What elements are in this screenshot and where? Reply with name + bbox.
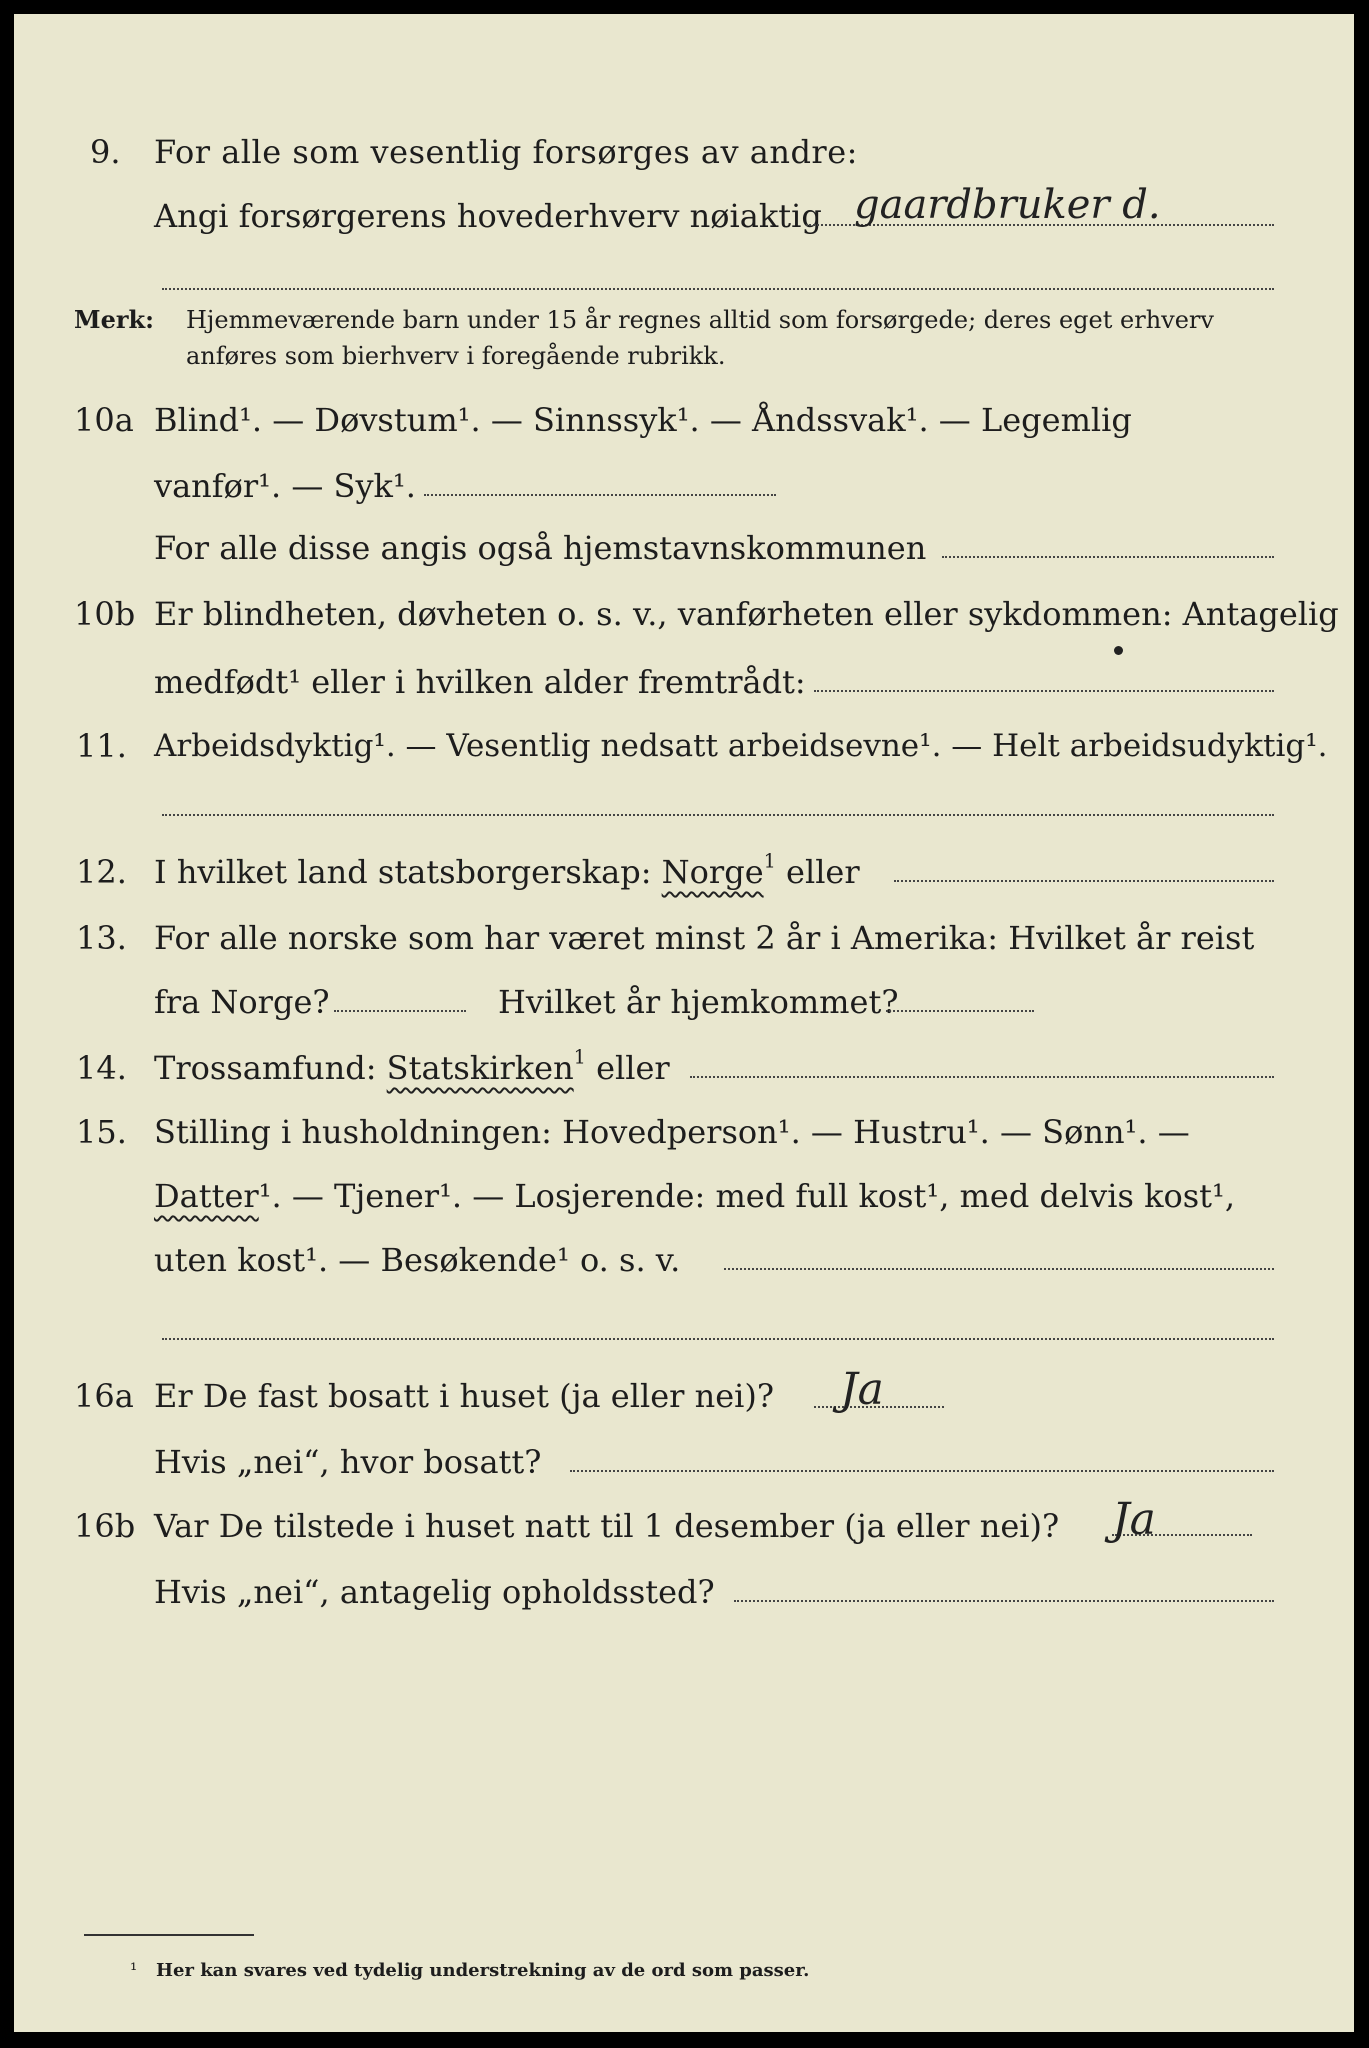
q15-line1: Stilling i husholdningen: Hovedperson¹. — Hustru¹. — Sønn¹. — [154, 1113, 1190, 1151]
q10a-hjemstavn-line [942, 556, 1274, 558]
q12-prefix: I hvilket land statsborgerskap: [154, 853, 652, 891]
q11-number: 11. [76, 727, 127, 765]
q16b-opholdssted-line [734, 1600, 1274, 1602]
q15-line2 [154, 1176, 1235, 1216]
q15-blank-line [162, 1338, 1274, 1340]
q11-line1: Arbeidsdyktig¹. — Vesentlig nedsatt arbeidsevne¹. — Helt arbeidsudyktig¹. [154, 728, 1328, 764]
q14-answer-line [690, 1076, 1274, 1078]
q10a-number: 10a [74, 401, 134, 439]
q16b-line2: Hvis „nei“, antagelig opholdssted? [154, 1573, 715, 1611]
q15-line3: uten kost¹. — Besøkende¹ o. s. v. [154, 1241, 681, 1279]
q10b-line1: Er blindheten, døvheten o. s. v., vanførheten eller sykdommen: Antagelig [154, 595, 1339, 633]
q13-line2b: Hvilket år hjemkommet? [498, 983, 899, 1021]
q16b-handwritten-answer: Ja [1112, 1494, 1156, 1545]
q13-reist-line [334, 1010, 466, 1012]
q10a-line3: For alle disse angis også hjemstavnskommunen [154, 529, 927, 567]
q15-number: 15. [76, 1113, 127, 1151]
q10b-number: 10b [74, 595, 136, 633]
q9-handwritten-answer: gaardbruker d. [854, 182, 1161, 228]
q15-line2-rest: ¹. — Tjener¹. — Losjerende: med full kost¹, med delvis kost¹, [258, 1177, 1236, 1215]
q13-line1: For alle norske som har været minst 2 år i Amerika: Hvilket år reist [154, 919, 1255, 957]
q9-blank-line [162, 288, 1274, 290]
q14-suffix: eller [596, 1049, 670, 1087]
q16a-bosatt-line [570, 1470, 1274, 1472]
q9-number: 9. [90, 133, 121, 171]
q15-answer-line [724, 1268, 1274, 1270]
q9-line2: Angi forsørgerens hovederhverv nøiaktig [154, 197, 822, 235]
q13-hjemkommet-line [886, 1010, 1034, 1012]
merk-line1: Hjemmeværende barn under 15 år regnes alltid som forsørgede; deres eget erhverv [186, 306, 1214, 334]
q10a-line2: vanfør¹. — Syk¹. [154, 467, 416, 505]
q14-line: Trossamfund: Statskirken$^1$ eller [154, 1045, 670, 1087]
q10a-syk-line [424, 494, 776, 496]
q10b-line2: medfødt¹ eller i hvilken alder fremtrådt: [154, 663, 806, 701]
q9-line1: For alle som vesentlig forsørges av andre: [154, 133, 858, 171]
ink-dot [1114, 646, 1123, 655]
q14-marked-option: Statskirken [386, 1049, 574, 1087]
q12-line: I hvilket land statsborgerskap: Norge$^1$ eller [154, 849, 860, 891]
q10b-answer-line [814, 690, 1274, 692]
q12-suffix: eller [786, 853, 860, 891]
q13-line2a: fra Norge? [154, 983, 330, 1021]
q11-blank-line [162, 814, 1274, 816]
q16b-line1: Var De tilstede i huset natt til 1 desember (ja eller nei)? [154, 1507, 1060, 1545]
footnote-marker: ¹ [130, 1960, 138, 1981]
q12-answer-line [894, 880, 1274, 882]
q13-number: 13. [76, 919, 127, 957]
merk-label: Merk: [74, 305, 154, 334]
q16b-number: 16b [74, 1507, 136, 1545]
footnote-text: Her kan svares ved tydelig understrekning av de ord som passer. [156, 1960, 810, 1981]
merk-line2: anføres som bierhverv i foregående rubrikk. [186, 342, 726, 370]
q10a-line1: Blind¹. — Døvstum¹. — Sinnssyk¹. — Åndssvak¹. — Legemlig [154, 401, 1132, 439]
q16a-number: 16a [74, 1377, 134, 1415]
q14-prefix: Trossamfund: [154, 1049, 377, 1087]
q16a-handwritten-answer: Ja [840, 1364, 884, 1415]
q15-marked-option: Datter [154, 1177, 259, 1215]
q16a-line2: Hvis „nei“, hvor bosatt? [154, 1443, 542, 1481]
q12-number: 12. [76, 853, 127, 891]
q12-marked-option: Norge [661, 853, 764, 891]
census-form-page [14, 14, 1354, 2032]
q16a-line1: Er De fast bosatt i huset (ja eller nei)? [154, 1377, 775, 1415]
q14-number: 14. [76, 1049, 127, 1087]
footnote-rule [84, 1934, 254, 1936]
